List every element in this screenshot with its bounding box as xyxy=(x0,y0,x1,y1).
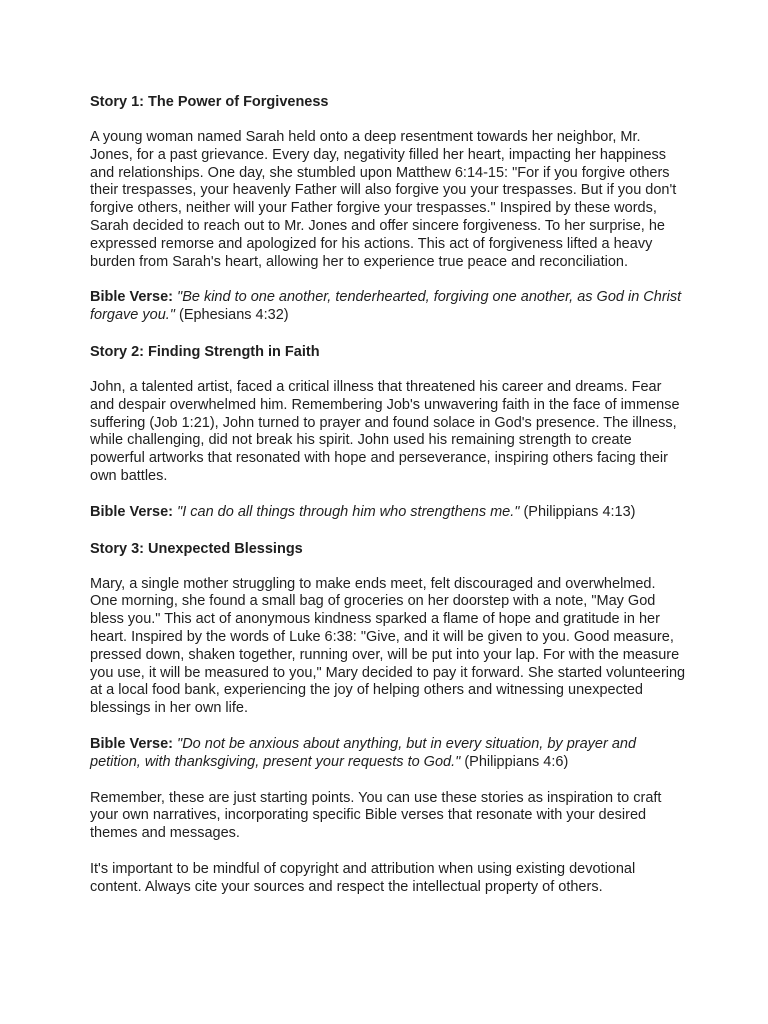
verse-label: Bible Verse: xyxy=(90,735,174,752)
verse-reference: (Ephesians 4:32) xyxy=(178,307,289,324)
story-3-title: Story 3: Unexpected Blessings xyxy=(90,540,303,557)
verse-quote: "Be kind to one another, tenderhearted, forgiving one another, as God in Christ forgave you." xyxy=(90,289,682,324)
verse-label: Bible Verse: xyxy=(90,289,174,306)
story-3-body: Mary, a single mother struggling to make ends meet, felt discouraged and overwhelmed. One morning, she found a small bag of groceries on her doorstep with a note, "May God bless you." This act of anonymous kindness sparked a flame of hope and gratitude in her heart. Inspired by the words of Luke 6:38: "Give, and it will be given to you. Good measure, pressed down, shaken together, running over, will be put into your lap. For with the measure you use, it will be measured to you," Mary decided to pay it forward. She started volunteering at a local food bank, experiencing the joy of helping others and witnessing unexpected blessings in her own life. xyxy=(90,575,686,717)
verse-quote: "Do not be anxious about anything, but in every situation, by prayer and petition, with thanksgiving, present your requests to God." xyxy=(90,735,637,770)
closing-paragraph-2: It's important to be mindful of copyright and attribution when using existing devotional content. Always cite your sources and respect the intellectual property of others. xyxy=(90,860,636,895)
story-1-title: Story 1: The Power of Forgiveness xyxy=(90,94,329,110)
document-page xyxy=(90,93,686,915)
closing-paragraph-1: Remember, these are just starting points. You can use these stories as inspiration to craft your own narratives, incorporating specific Bible verses that resonate with your desired themes and messages. xyxy=(90,789,662,842)
story-2-title: Story 2: Finding Strength in Faith xyxy=(90,343,320,360)
story-2-verse xyxy=(90,504,686,522)
story-3-verse xyxy=(90,736,686,772)
story-1-body: A young woman named Sarah held onto a deep resentment towards her neighbor, Mr. Jones, for a past grievance. Every day, negativity filled her heart, impacting her happiness and relationships. One day, she stumbled upon Matthew 6:14-15: "For if you forgive others their trespasses, your heavenly Father will also forgive you your trespasses. But if you don't forgive others, neither will your Father forgive your trespasses." Inspired by these words, Sarah decided to reach out to Mr. Jones and offer sincere forgiveness. To her surprise, he expressed remorse and apologized for his actions. This act of forgiveness lifted a heavy burden from Sarah's heart, allowing her to experience true peace and reconciliation. xyxy=(90,129,677,270)
verse-reference: (Philippians 4:13) xyxy=(523,503,636,520)
verse-label: Bible Verse: xyxy=(90,503,174,520)
verse-quote: "I can do all things through him who strengthens me." xyxy=(177,503,520,520)
story-2-body: John, a talented artist, faced a critical illness that threatened his career and dreams. Fear and despair overwhelmed him. Remembering Job's unwavering faith in the face of immense suffering (Job 1:21), John turned to prayer and found solace in God's presence. The illness, while challenging, did not break his spirit. John used his remaining strength to create powerful artworks that resonated with hope and perseverance, inspiring others facing their own battles. xyxy=(90,378,680,484)
story-1-verse xyxy=(90,289,686,325)
verse-reference: (Philippians 4:6) xyxy=(464,753,569,770)
